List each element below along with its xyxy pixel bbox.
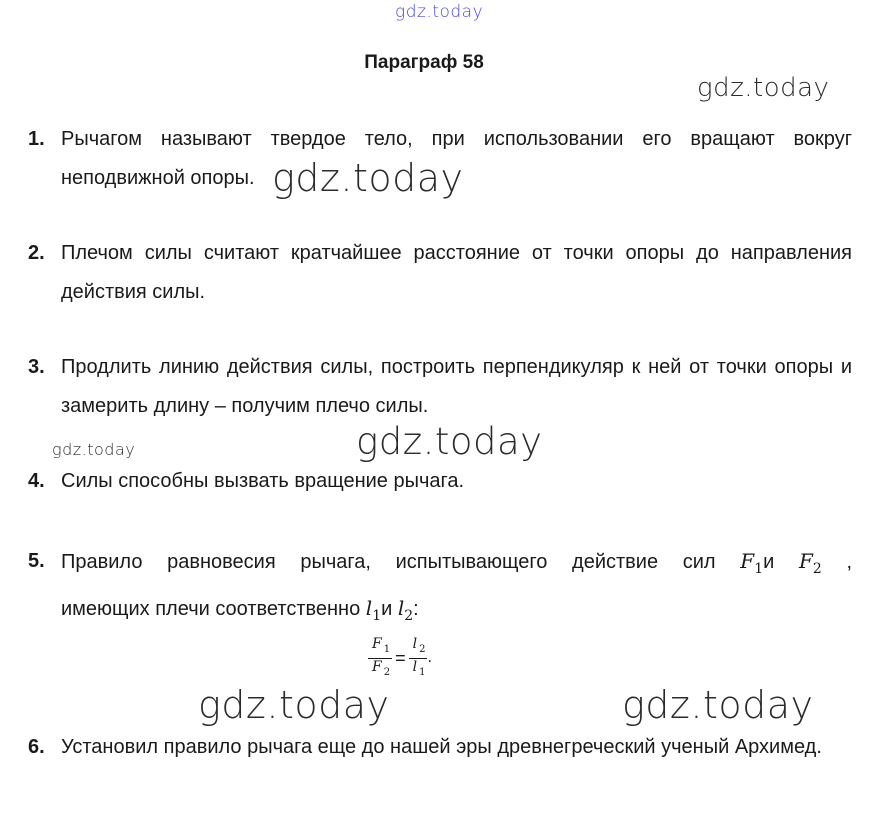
watermark: gdz.today [622,683,814,727]
item-text-part: Правило равновесия рычага, испытывающего действие сил [61,551,716,573]
item-text [61,542,852,636]
conj-and: и [763,551,775,573]
item-text-part: имеющих плечи соответственно [61,598,361,620]
item-number: 1. [28,128,45,150]
item-number: 4. [28,470,45,492]
arm-1: $l_1$ [365,596,382,624]
force-2: $F_2$ [798,549,822,577]
watermark: gdz.today [272,156,464,200]
watermark: gdz.today [356,420,543,463]
comma: , [846,551,853,573]
lever-formula [368,636,432,681]
fraction-arms: $\frac{l _2}{l _1}$ [409,636,428,681]
arm-2: $l_2$ [397,596,414,624]
item-text: Плечом силы считают кратчайшее расстояние от точки опоры до направления действия силы. [61,242,852,303]
item-text: Силы способны вызвать вращение рычага. [61,470,465,492]
page-title: Параграф 58 [364,52,484,73]
item-number: 3. [28,356,45,378]
watermark: gdz.today [52,440,136,459]
conj-and: и [381,598,393,620]
item-number: 5. [28,550,45,572]
list-item [28,120,852,198]
list-item [28,542,852,636]
item-text: Рычагом называют твердое тело, при использовании его вращают вокруг неподвижной опоры. [61,128,852,189]
item-number: 6. [28,736,45,758]
item-text: Установил правило рычага еще до нашей эры древнегреческий ученый Архимед. [61,736,822,758]
list-item [28,348,852,426]
equals-sign: = [395,647,406,668]
list-item [28,234,852,312]
period: . [427,650,432,667]
colon: : [413,598,419,620]
watermark: gdz.today [697,73,830,103]
list-item [28,462,852,501]
item-text: Продлить линию действия силы, построить перпендикуляр к ней от точки опоры и замерить длину – получим плечо силы. [61,356,852,417]
list-item [28,728,852,767]
watermark: gdz.today [198,683,390,727]
item-number: 2. [28,242,45,264]
force-1: $F_1$ [740,549,764,577]
watermark-top: gdz.today [395,2,484,22]
fraction-forces: $\frac{F _1}{F _2}$ [368,636,392,681]
